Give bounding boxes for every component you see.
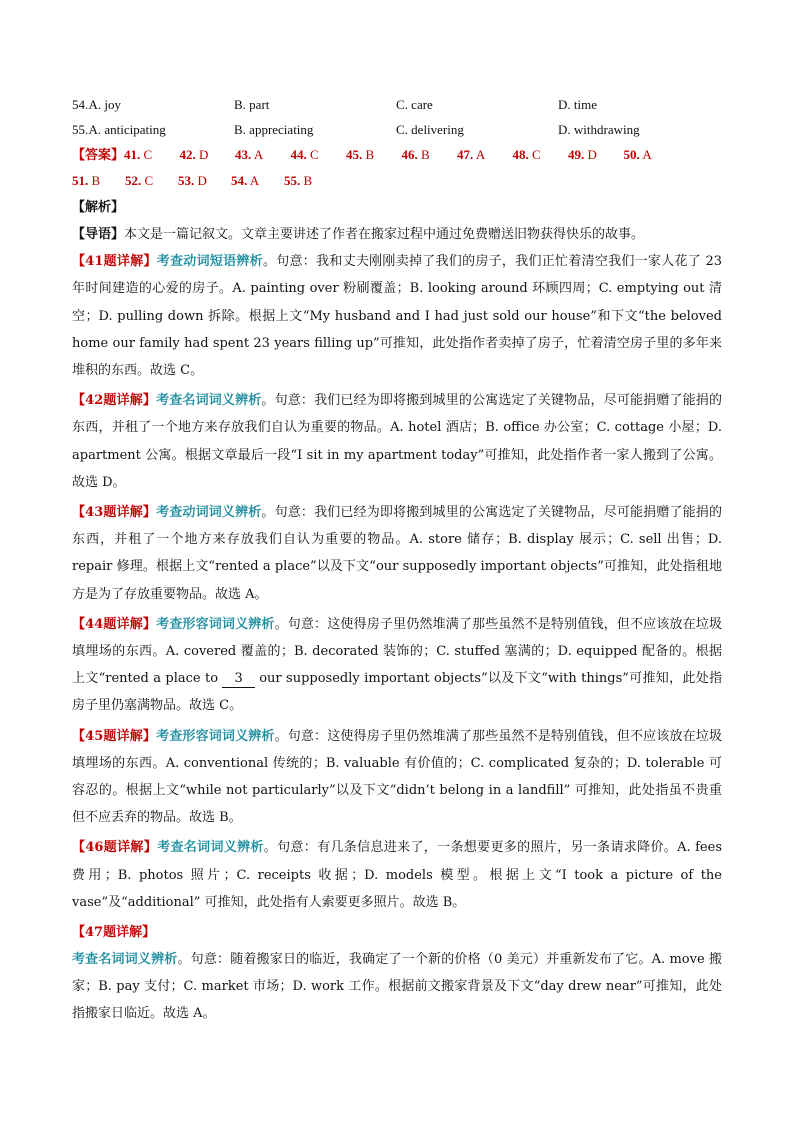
explanation-item: 【41题详解】考查动词短语辨析。句意：我和丈夫刚刚卖掉了我们的房子，我们正忙着清空我们一家人花了 23 年时间建造的心爱的房子。A. painting over 粉刷覆盖；B. looking around 环顾四周；C. emptying out 清空；D. pulling down 拆除。根据上文“My husband and I had just sold our house”和下文“the beloved home our family had spent 23 years filling up”可推知，此处指作者卖掉了房子，忙着清空房子里的多年来堆积的东西。故选 C。 xyxy=(72,254,722,379)
explanation-item: 【46题详解】考查名词词义辨析。句意：有几条信息进来了，一条想要更多的照片，另一条请求降价。A. fees 费用；B. photos 照片；C. receipts 收据；D. models 模型。根据上文“I took a picture of the vase”及“additional” 可推知，此处指有人索要更多照片。故选 B。 xyxy=(72,840,722,910)
explanation-list xyxy=(72,248,722,916)
answer-item: 51. B xyxy=(72,173,101,188)
document-page xyxy=(72,92,722,1028)
options-row-55 xyxy=(72,117,722,142)
answer-item: 46. B xyxy=(401,147,430,162)
fill-in-blank: 3 xyxy=(222,671,254,688)
answer-item: 50. A xyxy=(623,147,652,162)
option-54-d: D. time xyxy=(558,97,597,112)
answer-item: 52. C xyxy=(125,173,154,188)
answer-item: 43. A xyxy=(235,147,264,162)
answer-item: 44. C xyxy=(290,147,319,162)
answer-item: 45. B xyxy=(346,147,375,162)
answer-item: 41. C xyxy=(124,147,153,162)
option-55-d: D. withdrawing xyxy=(558,122,640,137)
option-54-b: B. part xyxy=(234,97,270,112)
answer-item: 48. C xyxy=(512,147,541,162)
answer-item: 54. A xyxy=(231,173,260,188)
guide-paragraph: 【导语】本文是一篇记叙文。文章主要讲述了作者在搬家过程中通过免费赠送旧物获得快乐的故事。 xyxy=(72,227,645,242)
answer-item: 42. D xyxy=(179,147,209,162)
item-47-heading: 【47题详解】 xyxy=(72,925,156,941)
explanation-item: 【43题详解】考查动词词义辨析。句意：我们已经为即将搬到城里的公寓选定了关键物品，尽可能捐赠了能捐的东西，并租了一个地方来存放我们自认为重要的物品。A. store 储存；B. display 展示；C. sell 出售；D. repair 修理。根据上文“rented a place”以及下文“our supposedly important objects”可推知，此处指租地方是为了存放重要物品。故选 A。 xyxy=(72,505,722,602)
answer-tag: 【答案】 xyxy=(72,148,125,163)
option-55-c: C. delivering xyxy=(396,122,464,137)
option-54-c: C. care xyxy=(396,97,433,112)
explanation-item: 【42题详解】考查名词词义辨析。句意：我们已经为即将搬到城里的公寓选定了关键物品，尽可能捐赠了能捐的东西，并租了一个地方来存放我们自认为重要的物品。A. hotel 酒店；B. office 办公室；C. cottage 小屋；D. apartment 公寓。根据文章最后一段“I sit in my apartment today”可推知，此处指作者一家人搬到了公寓。故选 D。 xyxy=(72,393,722,490)
option-54-a: 54. A. joy xyxy=(72,97,121,112)
answer-item: 49. D xyxy=(568,147,597,162)
answer-key-row-2 xyxy=(72,168,722,194)
options-row-54 xyxy=(72,92,722,117)
answer-key-row-1 xyxy=(72,142,722,168)
answer-item: 53. D xyxy=(178,173,207,188)
explanation-item: 【45题详解】考查形容词词义辨析。句意：这使得房子里仍然堆满了那些虽然不是特别值钱，但不应该放在垃圾填埋场的东西。A. conventional 传统的；B. valuable 有价值的；C. complicated 复杂的；D. tolerable 可容忍的。根据上文“while not particularly”以及下文“didn’t belong in a landfill” 可推知，此处指虽不贵重但不应丢弃的物品。故选 B。 xyxy=(72,728,722,826)
item-47-paragraph: 考查名词词义辨析。句意：随着搬家日的临近，我确定了一个新的价格（0 美元）并重新发布了它。A. move 搬家；B. pay 支付；C. market 市场；D. work 工作。根据前文搬家背景及下文“day drew near”可推知，此处指搬家日临近。故选 A。 xyxy=(72,952,722,1022)
explanation-item: 【44题详解】考查形容词词义辨析。句意：这使得房子里仍然堆满了那些虽然不是特别值钱，但不应该放在垃圾填埋场的东西。A. covered 覆盖的；B. decorated 装饰的；C. stuffed 塞满的；D. equipped 配备的。根据上文“rented a place to 3 our supposedly important objects”以及下文“with things”可推知，此处指房子里仍塞满物品。故选 C。 xyxy=(72,616,722,714)
answer-item: 47. A xyxy=(457,147,486,162)
option-55-b: B. appreciating xyxy=(234,122,314,137)
answer-item: 55. B xyxy=(284,173,313,188)
analysis-heading: 【解析】 xyxy=(72,200,125,215)
option-55-a: 55. A. anticipating xyxy=(72,122,166,137)
